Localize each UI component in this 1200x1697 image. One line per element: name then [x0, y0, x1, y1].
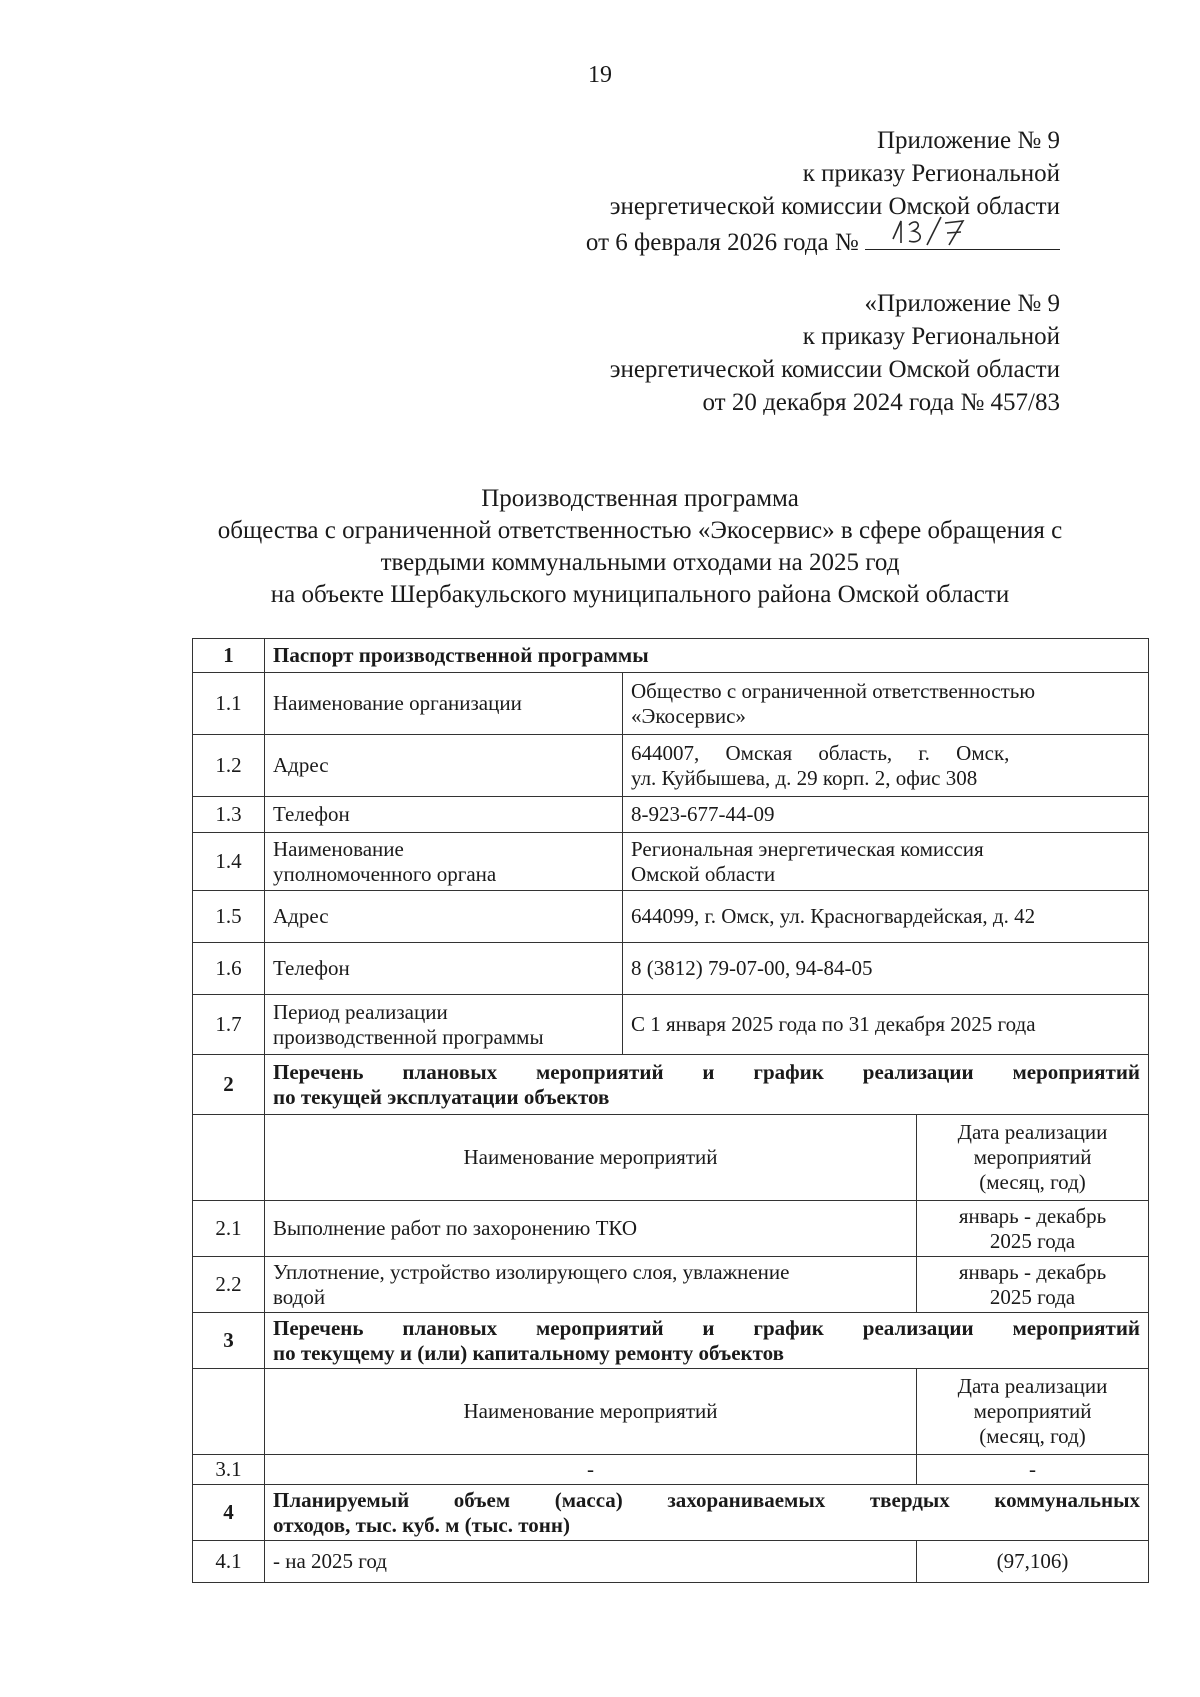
appendix-header-old — [610, 287, 1060, 419]
row-label — [265, 995, 623, 1055]
header-line: (месяц, год) — [979, 1170, 1086, 1194]
value-line: ул. Куйбышева, д. 29 корп. 2, офис 308 — [631, 765, 978, 790]
header-line: мероприятий — [973, 1399, 1092, 1423]
row-number: 1.7 — [193, 995, 265, 1055]
appendix-old-date: от 20 декабря 2024 года № 457/83 — [702, 389, 1060, 416]
row-number: 1.4 — [193, 833, 265, 891]
appendix-date: от 6 февраля 2026 года № — [585, 229, 859, 256]
section-title: Паспорт производственной программы — [265, 639, 1149, 673]
section-title-line: по текущему и (или) капитальному ремонту объектов — [273, 1340, 784, 1365]
appendix-date-line — [586, 223, 1060, 259]
activity-date — [917, 1257, 1149, 1313]
section-number: 3 — [193, 1313, 265, 1369]
title-line-2: общества с ограниченной ответственностью «Экосервис» в сфере обращения с — [217, 517, 1063, 544]
row-value: С 1 января 2025 года по 31 декабря 2025 года — [623, 995, 1149, 1055]
volume-label: - на 2025 год — [265, 1541, 917, 1583]
column-header-name: Наименование мероприятий — [265, 1115, 917, 1201]
activity-date — [917, 1201, 1149, 1257]
label-line: Период реализации — [273, 999, 448, 1024]
name-line: Уплотнение, устройство изолирующего слоя, увлажнение — [273, 1259, 790, 1284]
appendix-header-new — [586, 124, 1060, 259]
appendix-title: Приложение № 9 — [876, 127, 1060, 154]
date-line: 2025 года — [989, 1284, 1076, 1309]
label-line: Наименование — [273, 836, 404, 861]
value-line: Региональная энергетическая комиссия — [631, 836, 984, 861]
table-row — [193, 735, 1149, 797]
table-row — [193, 1541, 1149, 1583]
row-value — [623, 833, 1149, 891]
appendix-old-order-ref: к приказу Региональной — [802, 323, 1060, 350]
section-title — [265, 1485, 1149, 1541]
row-label: Адрес — [265, 891, 623, 943]
section-4-row — [193, 1485, 1149, 1541]
section-number: 4 — [193, 1485, 265, 1541]
row-value: 644099, г. Омск, ул. Красногвардейская, д. 42 — [623, 891, 1149, 943]
document-title — [150, 483, 1130, 611]
row-label: Адрес — [265, 735, 623, 797]
date-line: январь - декабрь — [958, 1259, 1107, 1284]
table-row — [193, 943, 1149, 995]
header-line: Дата реализации — [957, 1120, 1108, 1144]
activity-date: - — [917, 1455, 1149, 1485]
row-label: Наименование организации — [265, 673, 623, 735]
value-line: Омской области — [631, 861, 776, 886]
column-header-date — [917, 1369, 1149, 1455]
section-title-line: отходов, тыс. куб. м (тыс. тонн) — [273, 1512, 570, 1537]
appendix-old-title: «Приложение № 9 — [864, 290, 1060, 317]
title-line-4: на объекте Шербакульского муниципального района Омской области — [270, 581, 1010, 608]
label-line: уполномоченного органа — [273, 861, 497, 886]
table-row — [193, 833, 1149, 891]
table-row — [193, 1455, 1149, 1485]
column-header-date — [917, 1115, 1149, 1201]
label-line: производственной программы — [273, 1024, 544, 1049]
date-line: 2025 года — [989, 1228, 1076, 1253]
section-1-row — [193, 639, 1149, 673]
date-line: январь - декабрь — [958, 1203, 1107, 1228]
appendix-order-ref: к приказу Региональной — [802, 160, 1060, 187]
empty-cell — [193, 1369, 265, 1455]
row-value — [623, 673, 1149, 735]
section-title-line: Перечень плановых мероприятий и график реализации мероприятий — [273, 1315, 1141, 1340]
section-2-row — [193, 1055, 1149, 1115]
section-title-line: Планируемый объем (масса) захораниваемых твердых коммунальных — [273, 1487, 1141, 1512]
empty-cell — [193, 1115, 265, 1201]
section-title — [265, 1055, 1149, 1115]
row-number: 1.3 — [193, 797, 265, 833]
value-line: 644007, Омская область, г. Омск, — [631, 740, 1010, 765]
table-header-row — [193, 1115, 1149, 1201]
section-3-row — [193, 1313, 1149, 1369]
order-number-field — [865, 223, 1060, 250]
table-row — [193, 797, 1149, 833]
row-value: 8 (3812) 79-07-00, 94-84-05 — [623, 943, 1149, 995]
row-number: 2.1 — [193, 1201, 265, 1257]
header-line: (месяц, год) — [979, 1424, 1086, 1448]
row-label: Телефон — [265, 797, 623, 833]
section-title-line: Перечень плановых мероприятий и график реализации мероприятий — [273, 1059, 1141, 1084]
row-number: 1.2 — [193, 735, 265, 797]
row-number: 2.2 — [193, 1257, 265, 1313]
header-line: Дата реализации — [957, 1374, 1108, 1398]
section-number: 1 — [193, 639, 265, 673]
header-line: мероприятий — [973, 1145, 1092, 1169]
name-line: водой — [273, 1284, 326, 1309]
production-program-table — [192, 638, 1149, 1583]
row-label: Телефон — [265, 943, 623, 995]
handwritten-order-number — [887, 213, 977, 249]
section-title — [265, 1313, 1149, 1369]
section-title-line: по текущей эксплуатации объектов — [273, 1084, 610, 1109]
activity-name — [265, 1257, 917, 1313]
appendix-commission: энергетической комиссии Омской области — [609, 193, 1060, 220]
table-row — [193, 1257, 1149, 1313]
row-value — [623, 735, 1149, 797]
row-value: 8-923-677-44-09 — [623, 797, 1149, 833]
volume-value: (97,106) — [917, 1541, 1149, 1583]
row-number: 1.5 — [193, 891, 265, 943]
table-row — [193, 673, 1149, 735]
page-number: 19 — [588, 62, 612, 88]
table-row — [193, 891, 1149, 943]
row-number: 4.1 — [193, 1541, 265, 1583]
table-header-row — [193, 1369, 1149, 1455]
row-label — [265, 833, 623, 891]
activity-name: - — [265, 1455, 917, 1485]
table-row — [193, 1201, 1149, 1257]
row-number: 3.1 — [193, 1455, 265, 1485]
row-number: 1.1 — [193, 673, 265, 735]
value-line: Общество с ограниченной ответственностью — [631, 678, 1036, 703]
row-number: 1.6 — [193, 943, 265, 995]
activity-name: Выполнение работ по захоронению ТКО — [265, 1201, 917, 1257]
value-line: «Экосервис» — [631, 703, 746, 728]
title-line-1: Производственная программа — [481, 485, 799, 512]
appendix-old-commission: энергетической комиссии Омской области — [609, 356, 1060, 383]
section-number: 2 — [193, 1055, 265, 1115]
table-row — [193, 995, 1149, 1055]
title-line-3: твердыми коммунальными отходами на 2025 год — [380, 549, 900, 576]
column-header-name: Наименование мероприятий — [265, 1369, 917, 1455]
